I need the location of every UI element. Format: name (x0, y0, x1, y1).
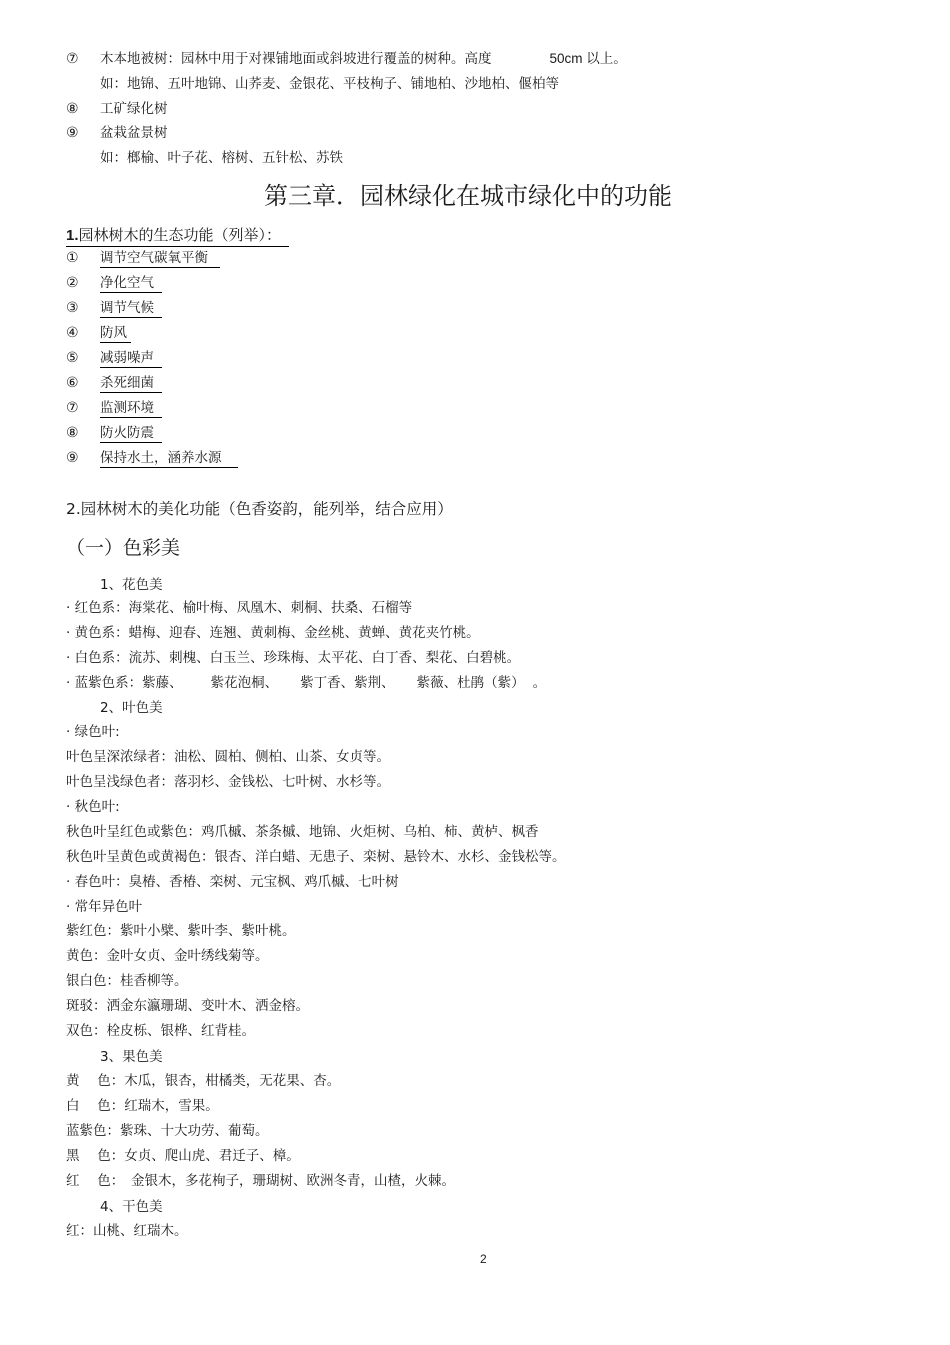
text-line (66, 1172, 455, 1190)
list-number: ③ (66, 300, 79, 316)
text-line: · 秋色叶: (66, 799, 120, 815)
text-line: · 绿色叶: (66, 724, 120, 740)
text-line: · 黄色系：蜡梅、迎春、连翘、黄刺梅、金丝桃、黄蝉、黄花夹竹桃。 (66, 625, 480, 641)
text-segment: 紫花泡桐、 (210, 675, 279, 691)
list-number: ① (66, 250, 79, 266)
list-number: ④ (66, 325, 79, 341)
list-number: ⑧ (66, 425, 79, 441)
list-text: 杀死细菌 (100, 374, 162, 393)
list-item (66, 249, 220, 268)
category-title: 3、果色美 (100, 1049, 163, 1065)
list-item-example: 如：榔榆、叶子花、榕树、五针松、苏铁 (100, 150, 343, 166)
color-label: 黑 色： (66, 1148, 125, 1164)
list-number: ⑧ (66, 101, 79, 117)
color-label: 红 色： (66, 1173, 118, 1189)
category-title: 4、干色美 (100, 1199, 163, 1215)
list-item (66, 399, 162, 418)
color-examples: 金银木，多花栒子，珊瑚树、欧洲冬青，山楂，火棘。 (117, 1173, 456, 1189)
list-number: ⑥ (66, 375, 79, 391)
color-examples: 女贞、爬山虎、君迁子、樟。 (124, 1148, 300, 1164)
color-examples: 紫珠、十大功劳、葡萄。 (120, 1123, 269, 1139)
section-heading-text: 园林树木的生态功能（列举）： (78, 226, 282, 244)
text-line: 紫红色：紫叶小檗、紫叶李、紫叶桃。 (66, 923, 296, 939)
list-text: 防火防震 (100, 424, 162, 443)
text-line: · 红色系：海棠花、榆叶梅、凤凰木、刺桐、扶桑、石榴等 (66, 600, 413, 616)
text-line: · 白色系：流苏、刺槐、白玉兰、珍珠梅、太平花、白丁香、梨花、白碧桃。 (66, 650, 521, 666)
color-label: 蓝紫色： (66, 1123, 120, 1139)
section-number: 1. (66, 227, 79, 244)
text-line: 秋色叶呈红色或紫色：鸡爪槭、茶条槭、地锦、火炬树、乌柏、柿、黄栌、枫香 (66, 824, 539, 840)
list-text: 木本地被树：园林中用于对裸铺地面或斜坡进行覆盖的树种。高度 (100, 51, 492, 67)
list-item (66, 100, 168, 118)
color-examples: 红瑞木，雪果。 (124, 1098, 219, 1114)
text-line (66, 1122, 269, 1140)
text-line: 秋色叶呈黄色或黄褐色：银杏、洋白蜡、无患子、栾树、悬铃木、水杉、金钱松等。 (66, 849, 566, 865)
list-item-example: 如：地锦、五叶地锦、山荞麦、金银花、平枝栒子、铺地柏、沙地柏、偃柏等 (100, 76, 559, 92)
category-title: 2、叶色美 (100, 700, 163, 716)
text-line: 银白色：桂香柳等。 (66, 973, 188, 989)
text-line (66, 1097, 219, 1115)
text-line (66, 1147, 300, 1165)
chapter-title-text: 第三章．园林绿化在城市绿化中的功能 (264, 182, 672, 210)
list-item (66, 299, 162, 318)
text-line (66, 674, 546, 692)
list-number: ⑦ (66, 51, 79, 67)
list-number: ⑨ (66, 450, 79, 466)
section-heading-underlined (66, 225, 289, 247)
subsection-heading: （一）色彩美 (66, 537, 181, 559)
color-examples: 木瓜，银杏，柑橘类，无花果、杏。 (124, 1073, 341, 1089)
category-title: 1、花色美 (100, 577, 163, 593)
list-text-tail: 50cm 以上。 (549, 51, 627, 66)
section-heading: 2.园林树木的美化功能（色香姿韵，能列举，结合应用） (66, 500, 453, 518)
text-line: 叶色呈深浓绿者：油松、圆柏、侧柏、山茶、女贞等。 (66, 749, 390, 765)
list-number: ② (66, 275, 79, 291)
list-item (66, 374, 162, 393)
text-segment: 紫丁香、紫荆、 (300, 675, 395, 691)
text-line: 双色：栓皮栎、银桦、红背桂。 (66, 1023, 255, 1039)
list-item (66, 274, 162, 293)
text-line: 斑驳：洒金东瀛珊瑚、变叶木、洒金榕。 (66, 998, 309, 1014)
page-number: 2 (480, 1252, 487, 1266)
text-segment: · 蓝紫色系：紫藤、 (66, 675, 183, 691)
list-item (66, 349, 162, 368)
list-text: 调节空气碳氧平衡 (100, 249, 220, 268)
list-text: 净化空气 (100, 274, 162, 293)
text-segment: 。 (532, 675, 547, 691)
text-segment: 紫薇、杜鹃（紫） (416, 675, 525, 691)
list-number: ⑤ (66, 350, 79, 366)
list-item (66, 50, 627, 68)
list-item (66, 124, 168, 142)
list-text: 减弱噪声 (100, 349, 162, 368)
text-line (66, 1072, 340, 1090)
color-label: 黄 色： (66, 1073, 125, 1089)
list-number: ⑦ (66, 400, 79, 416)
list-number: ⑨ (66, 125, 79, 141)
list-text: 保持水土，涵养水源 (100, 449, 238, 468)
list-item (66, 449, 238, 468)
list-text: 工矿绿化树 (100, 101, 168, 117)
text-line: 红：山桃、红瑞木。 (66, 1223, 188, 1239)
list-item (66, 424, 162, 443)
list-text: 调节气候 (100, 299, 162, 318)
text-line: 叶色呈浅绿色者：落羽杉、金钱松、七叶树、水杉等。 (66, 774, 390, 790)
list-item (66, 324, 131, 343)
text-line: · 常年异色叶 (66, 899, 143, 915)
color-label: 白 色： (66, 1098, 125, 1114)
text-line: 黄色：金叶女贞、金叶绣线菊等。 (66, 948, 269, 964)
text-line: · 春色叶：臭椿、香椿、栾树、元宝枫、鸡爪槭、七叶树 (66, 874, 399, 890)
list-text: 监测环境 (100, 399, 162, 418)
list-text: 防风 (100, 324, 131, 343)
list-text: 盆栽盆景树 (100, 125, 168, 141)
section-heading (66, 225, 289, 247)
chapter-title (0, 180, 950, 212)
